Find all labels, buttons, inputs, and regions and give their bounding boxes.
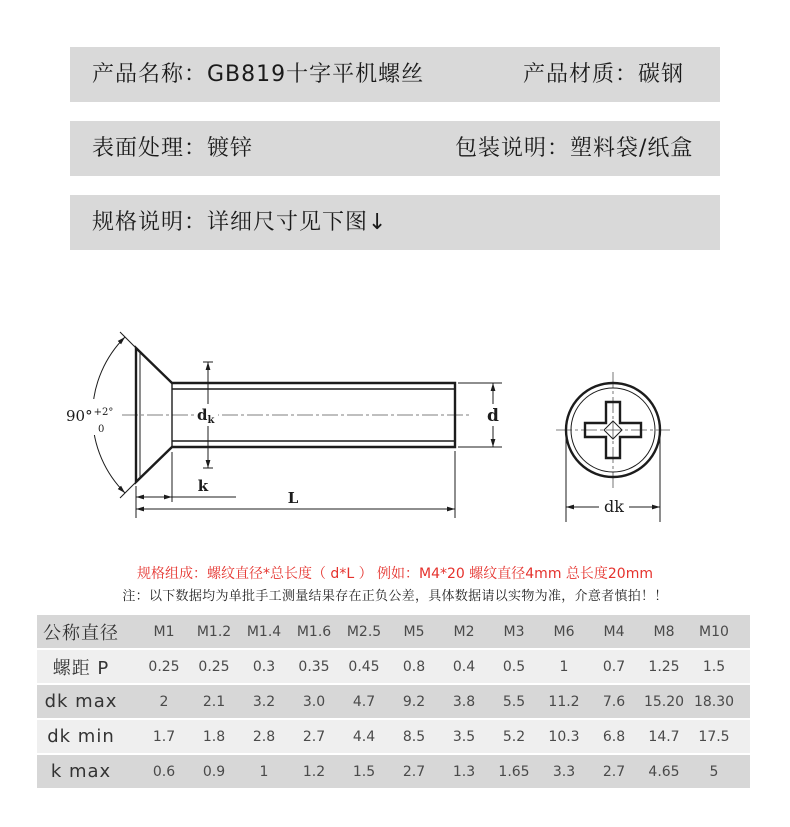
- spec-description-text: 规格说明：详细尺寸见下图↓: [92, 210, 388, 235]
- row-label: 螺距 P: [52, 657, 110, 679]
- table-cell: 10.3: [548, 728, 580, 745]
- table-cell: 4.4: [352, 728, 376, 745]
- table-cell: M10: [699, 623, 729, 640]
- screw-end-view: [556, 372, 670, 522]
- table-cell: 0.6: [152, 763, 176, 780]
- screw-technical-drawing: [0, 300, 790, 540]
- table-cell: 2: [159, 693, 169, 710]
- table-header-row: [37, 615, 750, 648]
- table-cell: M6: [553, 623, 575, 640]
- table-cell: 1: [259, 763, 269, 780]
- angle-tolerance-lower: 0: [98, 424, 105, 435]
- table-row: [37, 755, 750, 788]
- measurement-note: 注：以下数据均为单批手工测量结果存在正负公差，具体数据请以实物为准，介意者慎拍！！: [122, 589, 668, 604]
- table-cell: M1.6: [296, 623, 332, 640]
- table-cell: 1.5: [702, 658, 726, 675]
- table-cell: 0.45: [348, 658, 380, 675]
- table-cell: 0.9: [202, 763, 226, 780]
- head-diameter-symbol: d: [197, 406, 208, 424]
- surface-packaging-bar: [70, 121, 720, 176]
- table-cell: 0.25: [198, 658, 230, 675]
- table-row: [37, 685, 750, 718]
- packaging-text: 包装说明：塑料袋/纸盒: [455, 136, 694, 161]
- table-cell: 3.3: [552, 763, 576, 780]
- surface-treatment-text: 表面处理：镀锌: [92, 136, 254, 161]
- table-cell: M1.2: [196, 623, 232, 640]
- table-cell: 4.7: [352, 693, 376, 710]
- table-cell: M3: [503, 623, 525, 640]
- table-cell: 1.65: [498, 763, 530, 780]
- row-label: dk max: [44, 691, 118, 712]
- angle-tolerance-upper: +2°: [93, 407, 114, 418]
- table-cell: 0.4: [452, 658, 476, 675]
- table-cell: 0.25: [148, 658, 180, 675]
- end-view-diameter-label: dk: [604, 497, 624, 516]
- length-label: L: [287, 489, 299, 507]
- table-cell: 2.7: [602, 763, 626, 780]
- table-row: [37, 650, 750, 683]
- table-cell: 1.7: [152, 728, 176, 745]
- table-cell: 11.2: [548, 693, 580, 710]
- table-cell: 4.65: [648, 763, 680, 780]
- product-name-bar: [70, 47, 720, 102]
- table-cell: M8: [653, 623, 675, 640]
- table-cell: 6.8: [602, 728, 626, 745]
- screw-side-view: [64, 332, 502, 518]
- material-text: 产品材质：碳钢: [523, 62, 685, 87]
- table-cell: 1: [559, 658, 569, 675]
- spec-format-note: 规格组成：螺纹直径*总长度（ d*L ） 例如：M4*20 螺纹直径4mm 总长度20mm: [136, 566, 653, 582]
- table-cell: 0.3: [252, 658, 276, 675]
- table-cell: 0.8: [402, 658, 426, 675]
- table-cell: 14.7: [648, 728, 680, 745]
- table-cell: M1.4: [246, 623, 282, 640]
- table-cell: 3.5: [452, 728, 476, 745]
- table-cell: 2.1: [202, 693, 226, 710]
- row-label: k max: [50, 761, 112, 782]
- product-name-text: 产品名称：GB819十字平机螺丝: [92, 62, 425, 87]
- table-cell: M5: [403, 623, 425, 640]
- table-cell: 17.5: [698, 728, 730, 745]
- head-height-label: k: [197, 477, 209, 495]
- table-cell: 3.2: [252, 693, 276, 710]
- spec-table: [37, 615, 750, 790]
- table-cell: 3.0: [302, 693, 326, 710]
- table-cell: 2.8: [252, 728, 276, 745]
- spec-description-bar: [70, 195, 720, 250]
- thread-diameter-label: d: [487, 406, 499, 426]
- table-row: [37, 720, 750, 753]
- table-cell: 1.5: [352, 763, 376, 780]
- head-diameter-subscript: k: [207, 415, 215, 426]
- table-cell: 9.2: [402, 693, 426, 710]
- table-cell: M2: [453, 623, 475, 640]
- table-cell: 15.20: [643, 693, 685, 710]
- table-cell: 2.7: [402, 763, 426, 780]
- table-cell: 5: [709, 763, 719, 780]
- table-cell: 0.5: [502, 658, 526, 675]
- table-cell: 1.2: [302, 763, 326, 780]
- table-cell: M4: [603, 623, 625, 640]
- row-label: dk min: [47, 726, 115, 747]
- table-cell: 2.7: [302, 728, 326, 745]
- table-cell: 1.3: [452, 763, 476, 780]
- table-cell: M2.5: [346, 623, 382, 640]
- table-cell: 18.30: [693, 693, 735, 710]
- row-label: 公称直径: [43, 622, 119, 644]
- table-cell: 0.7: [602, 658, 626, 675]
- table-cell: 0.35: [298, 658, 330, 675]
- angle-value: 90°: [66, 407, 93, 425]
- table-cell: 5.5: [502, 693, 526, 710]
- table-cell: 1.25: [648, 658, 680, 675]
- table-cell: 3.8: [452, 693, 476, 710]
- table-cell: M1: [153, 623, 175, 640]
- table-cell: 1.8: [202, 728, 226, 745]
- table-cell: 5.2: [502, 728, 526, 745]
- table-cell: 7.6: [602, 693, 626, 710]
- table-cell: 8.5: [402, 728, 426, 745]
